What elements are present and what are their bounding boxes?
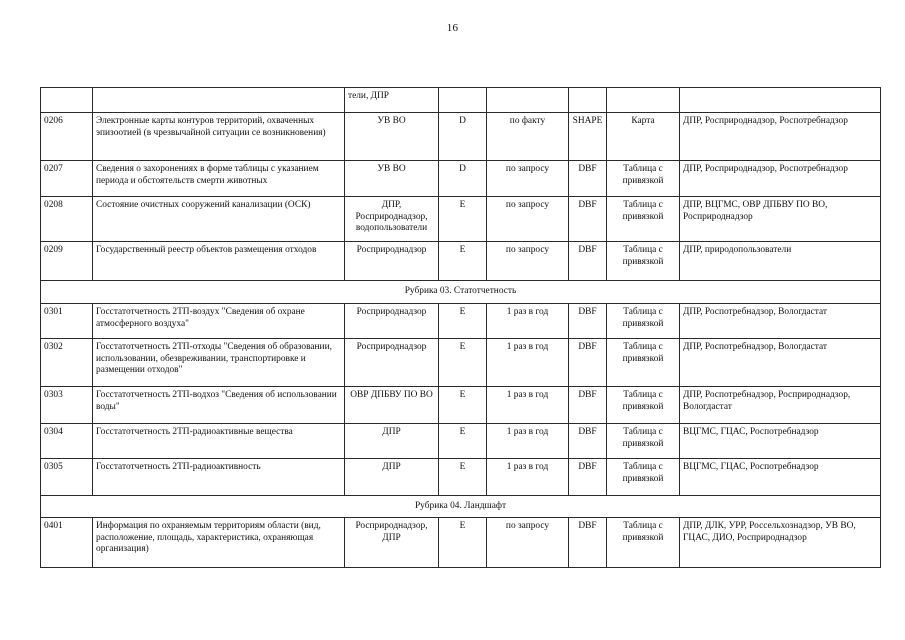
cell-name: Электронные карты контуров территорий, охваченных эпизоотией (в чрезвычайной ситуации се возникновения): [93, 113, 345, 161]
table-row: [41, 424, 881, 459]
cell-code: 0305: [41, 459, 93, 496]
cell-code: 0207: [41, 161, 93, 197]
section-header-row: [41, 496, 881, 518]
cell-format: DBF: [569, 304, 607, 339]
table-row: [41, 161, 881, 197]
cell-source: УВ ВО: [345, 113, 439, 161]
cell-users: ДПР, ВЦГМС, ОВР ДПБВУ ПО ВО, Росприроднадзор: [680, 197, 881, 242]
cell-source: Росприроднадзор: [345, 242, 439, 281]
cell-users: ДПР, природопользователи: [680, 242, 881, 281]
cell-frequency: по запросу: [487, 242, 569, 281]
cell-code: 0303: [41, 387, 93, 424]
cell-frequency: [487, 88, 569, 113]
cell-format: DBF: [569, 424, 607, 459]
cell-users: ДПР, Роспотребнадзор, Вологдастат: [680, 304, 881, 339]
cell-name: [93, 88, 345, 113]
cell-category: [439, 88, 487, 113]
cell-category: D: [439, 161, 487, 197]
cell-format: SHAPE: [569, 113, 607, 161]
cell-users: ДПР, Роспотребнадзор, Росприроднадзор, Вологдастат: [680, 387, 881, 424]
cell-code: 0209: [41, 242, 93, 281]
table-row: [41, 339, 881, 387]
cell-category: E: [439, 339, 487, 387]
cell-source: УВ ВО: [345, 161, 439, 197]
cell-category: E: [439, 197, 487, 242]
cell-name: Госстатотчетность 2ТП-водхоз "Сведения об использовании воды": [93, 387, 345, 424]
cell-name: Информация по охраняемым территориям области (вид, расположение, площадь, характеристика, охраняющая организация): [93, 518, 345, 568]
cell-users: ВЦГМС, ГЦАС, Роспотребнадзор: [680, 459, 881, 496]
cell-format: DBF: [569, 459, 607, 496]
table-row-continuation: [41, 88, 881, 113]
cell-frequency: 1 раз в год: [487, 339, 569, 387]
cell-format: DBF: [569, 197, 607, 242]
cell-form: Таблица с привязкой: [607, 518, 680, 568]
cell-category: E: [439, 424, 487, 459]
cell-form: Таблица с привязкой: [607, 197, 680, 242]
cell-code: 0304: [41, 424, 93, 459]
cell-name: Госстатотчетность 2ТП-радиоактивность: [93, 459, 345, 496]
cell-users: ВЦГМС, ГЦАС, Роспотребнадзор: [680, 424, 881, 459]
cell-name: Госстатотчетность 2ТП-воздух "Сведения об охране атмосферного воздуха": [93, 304, 345, 339]
cell-frequency: по запросу: [487, 518, 569, 568]
cell-source: ОВР ДПБВУ ПО ВО: [345, 387, 439, 424]
cell-source: ДПР: [345, 424, 439, 459]
cell-users: ДПР, Роспотребнадзор, Вологдастат: [680, 339, 881, 387]
table-row: [41, 113, 881, 161]
cell-frequency: по запросу: [487, 197, 569, 242]
cell-code: 0302: [41, 339, 93, 387]
cell-frequency: 1 раз в год: [487, 424, 569, 459]
cell-name: Состояние очистных сооружений канализации (ОСК): [93, 197, 345, 242]
cell-form: [607, 88, 680, 113]
section-title: Рубрика 03. Статотчетность: [41, 281, 881, 304]
cell-users: ДПР, ДЛК, УРР, Россельхознадзор, УВ ВО, ГЦАС, ДИО, Росприроднадзор: [680, 518, 881, 568]
cell-name: Сведения о захоронениях в форме таблицы с указанием периода и обстоятельств смерти животных: [93, 161, 345, 197]
cell-form: Таблица с привязкой: [607, 339, 680, 387]
cell-frequency: 1 раз в год: [487, 304, 569, 339]
cell-format: DBF: [569, 518, 607, 568]
cell-name: Государственный реестр объектов размещения отходов: [93, 242, 345, 281]
cell-form: Таблица с привязкой: [607, 459, 680, 496]
cell-frequency: по факту: [487, 113, 569, 161]
cell-frequency: по запросу: [487, 161, 569, 197]
cell-form: Таблица с привязкой: [607, 424, 680, 459]
cell-source: Росприроднадзор, ДПР: [345, 518, 439, 568]
cell-source: ДПР, Росприроднадзор, водопользователи: [345, 197, 439, 242]
cell-category: D: [439, 113, 487, 161]
cell-format: DBF: [569, 339, 607, 387]
page-number: 16: [446, 22, 459, 34]
cell-format: [569, 88, 607, 113]
cell-format: DBF: [569, 387, 607, 424]
cell-frequency: 1 раз в год: [487, 459, 569, 496]
table-row: [41, 304, 881, 339]
cell-source: Росприроднадзор: [345, 304, 439, 339]
cell-source: Росприроднадзор: [345, 339, 439, 387]
cell-code: 0206: [41, 113, 93, 161]
cell-form: Таблица с привязкой: [607, 387, 680, 424]
cell-code: 0401: [41, 518, 93, 568]
cell-format: DBF: [569, 161, 607, 197]
table-body: [41, 88, 881, 568]
cell-source: ДПР: [345, 459, 439, 496]
cell-form: Карта: [607, 113, 680, 161]
table-row: [41, 387, 881, 424]
cell-form: Таблица с привязкой: [607, 304, 680, 339]
data-registry-table: [40, 87, 881, 568]
section-header-row: [41, 281, 881, 304]
cell-name: Госстатотчетность 2ТП-радиоактивные вещества: [93, 424, 345, 459]
cell-category: E: [439, 387, 487, 424]
cell-category: E: [439, 242, 487, 281]
cell-source: тели, ДПР: [345, 88, 439, 113]
cell-users: ДПР, Росприроднадзор, Роспотребнадзор: [680, 161, 881, 197]
section-title: Рубрика 04. Ландшафт: [41, 496, 881, 518]
table-row: [41, 459, 881, 496]
cell-form: Таблица с привязкой: [607, 242, 680, 281]
cell-category: E: [439, 304, 487, 339]
cell-category: E: [439, 518, 487, 568]
cell-format: DBF: [569, 242, 607, 281]
cell-users: ДПР, Росприроднадзор, Роспотребнадзор: [680, 113, 881, 161]
table-row: [41, 242, 881, 281]
cell-code: [41, 88, 93, 113]
table-row: [41, 518, 881, 568]
cell-code: 0208: [41, 197, 93, 242]
cell-name: Госстатотчетность 2ТП-отходы "Сведения об образовании, использовании, обезвреживании, транспортировке и размещении отходов": [93, 339, 345, 387]
cell-code: 0301: [41, 304, 93, 339]
cell-users: [680, 88, 881, 113]
cell-form: Таблица с привязкой: [607, 161, 680, 197]
table-row: [41, 197, 881, 242]
cell-frequency: 1 раз в год: [487, 387, 569, 424]
cell-category: E: [439, 459, 487, 496]
